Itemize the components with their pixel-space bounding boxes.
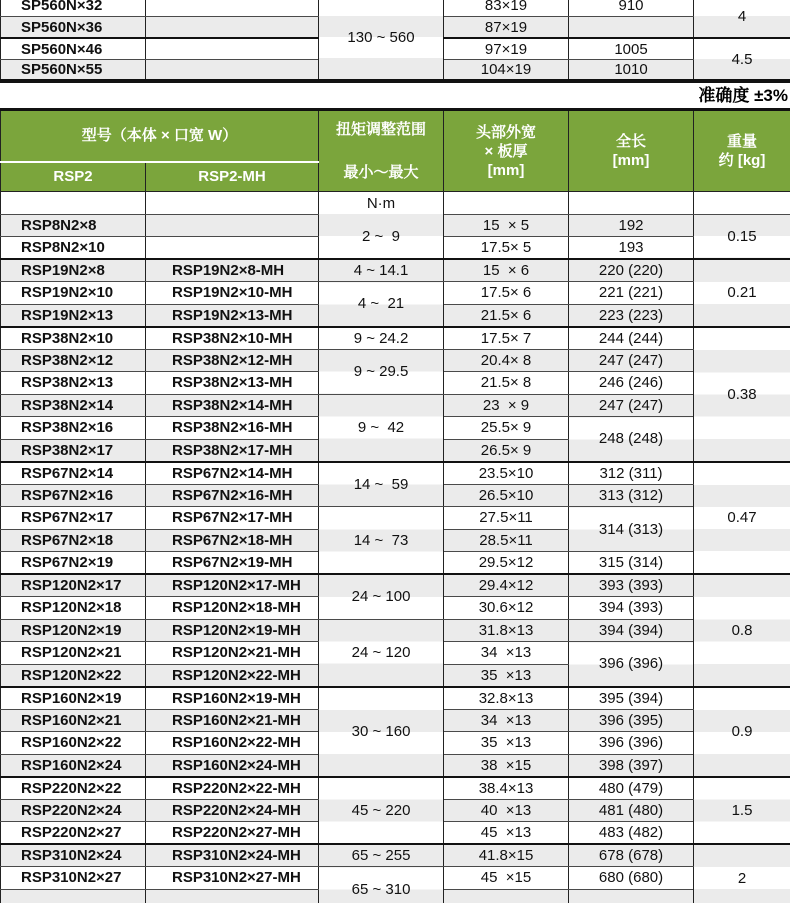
- cell-head-size: 29.5×12: [444, 552, 569, 575]
- cell-overall-length: 394 (393): [569, 597, 694, 620]
- main-table-header: [1, 110, 790, 192]
- table-body: [1, 192, 790, 903]
- cell-model: SP560N×46: [1, 38, 146, 60]
- cell-model: RSP38N2×12: [1, 349, 146, 372]
- cell-head-size: 83×19: [444, 0, 569, 17]
- cell-model-mh: RSP120N2×21-MH: [146, 642, 319, 665]
- cell-model-mh: RSP120N2×17-MH: [146, 574, 319, 597]
- cell-overall-length: 680 (680): [569, 867, 694, 890]
- cell-model-mh: RSP160N2×22-MH: [146, 732, 319, 755]
- cell-model-mh: RSP160N2×21-MH: [146, 709, 319, 732]
- cell-head-size: 23.5×10: [444, 462, 569, 485]
- cell-model: RSP38N2×16: [1, 417, 146, 440]
- cell-overall-length: 192: [569, 214, 694, 237]
- cell-model: RSP67N2×14: [1, 462, 146, 485]
- cell-model: RSP220N2×27: [1, 822, 146, 845]
- cell-head-size: 104×19: [444, 60, 569, 82]
- cell-model-mh: RSP310N2×24-MH: [146, 844, 319, 867]
- cell-model-mh: [146, 237, 319, 260]
- cell-head-size: 31.8×13: [444, 619, 569, 642]
- cell-model: RSP220N2×24: [1, 799, 146, 822]
- spec-row: [1, 507, 790, 530]
- cell-model: RSP310N2×27: [1, 867, 146, 890]
- cell-overall-length: 396 (396): [569, 732, 694, 755]
- cell-head-size: 15 × 5: [444, 214, 569, 237]
- cell-model-mh: RSP19N2×8-MH: [146, 259, 319, 282]
- cell-overall-length: 910: [569, 0, 694, 17]
- cell-overall-length: 394 (394): [569, 619, 694, 642]
- header-torque-line1: 扭矩调整范围: [336, 121, 427, 138]
- cell-model-mh: RSP120N2×19-MH: [146, 619, 319, 642]
- cell-model: SP560N×36: [1, 17, 146, 39]
- cell-torque-range: 65 ~ 310: [319, 867, 444, 903]
- cell-head-size: 41.8×15: [444, 844, 569, 867]
- cell-model-mh: RSP220N2×22-MH: [146, 777, 319, 800]
- header-overall-length: [569, 110, 694, 192]
- cell-model: RSP19N2×8: [1, 259, 146, 282]
- cell-model-mh: RSP38N2×13-MH: [146, 372, 319, 395]
- cell-torque-range: 4 ~ 21: [319, 282, 444, 327]
- cell-overall-length: 483 (482): [569, 822, 694, 845]
- cell-overall-length: 248 (248): [569, 417, 694, 462]
- spec-row: [1, 282, 790, 305]
- cell-overall-length: 220 (220): [569, 259, 694, 282]
- cell-head-size: [444, 889, 569, 903]
- cell-head-size: 87×19: [444, 17, 569, 39]
- header-rsp2: RSP2: [1, 162, 146, 192]
- cell-overall-length: 315 (314): [569, 552, 694, 575]
- accuracy-note: 准确度 ±3%: [698, 86, 788, 105]
- cell-head-size: 38 ×15: [444, 754, 569, 777]
- header-weight: [694, 110, 790, 192]
- cell-model-mh: RSP67N2×14-MH: [146, 462, 319, 485]
- cell-head-size: 23 × 9: [444, 394, 569, 417]
- cell-model: RSP160N2×19: [1, 687, 146, 710]
- cell-model: SP560N×32: [1, 0, 146, 17]
- cell-model-mh: RSP38N2×14-MH: [146, 394, 319, 417]
- cell-overall-length: 313 (312): [569, 484, 694, 507]
- spec-row: [1, 327, 790, 350]
- cell-overall-length: 246 (246): [569, 372, 694, 395]
- cell-model: RSP38N2×17: [1, 439, 146, 462]
- cell-model-mh: RSP38N2×17-MH: [146, 439, 319, 462]
- cell-overall-length: [569, 17, 694, 39]
- header-torque-lines: [319, 118, 443, 184]
- cell-head-size: [444, 192, 569, 215]
- header-head-width: [444, 110, 569, 192]
- cell-head-size: 34 ×13: [444, 709, 569, 732]
- cell-model: RSP67N2×17: [1, 507, 146, 530]
- spec-row: [1, 867, 790, 890]
- cell-overall-length: 398 (397): [569, 754, 694, 777]
- cell-model-mh: [146, 214, 319, 237]
- cell-overall-length: 223 (223): [569, 304, 694, 327]
- cell-head-size: 29.4×12: [444, 574, 569, 597]
- cell-overall-length: 481 (480): [569, 799, 694, 822]
- top-table-wrap: [0, 0, 790, 83]
- cell-overall-length: 1005: [569, 38, 694, 60]
- cell-overall-length: 1010: [569, 60, 694, 82]
- cell-model: RSP38N2×10: [1, 327, 146, 350]
- cell-overall-length: 312 (311): [569, 462, 694, 485]
- cell-overall-length: 247 (247): [569, 394, 694, 417]
- cell-torque-range: 130 ~ 560: [319, 0, 444, 81]
- spec-row: [1, 394, 790, 417]
- cell-torque-range: 14 ~ 73: [319, 507, 444, 575]
- cell-overall-length: [569, 889, 694, 903]
- cell-head-size: 15 × 6: [444, 259, 569, 282]
- spec-row: [1, 0, 790, 17]
- cell-torque-range: 4 ~ 14.1: [319, 259, 444, 282]
- cell-torque-range: 9 ~ 42: [319, 394, 444, 462]
- cell-head-size: 97×19: [444, 38, 569, 60]
- cell-head-size: 30.6×12: [444, 597, 569, 620]
- cell-torque-range: 14 ~ 59: [319, 462, 444, 507]
- cell-model-mh: [146, 38, 319, 60]
- cell-model-mh: RSP160N2×24-MH: [146, 754, 319, 777]
- header-row-group: [1, 110, 790, 162]
- cell-weight: 0.47: [694, 462, 790, 575]
- spec-row: [1, 777, 790, 800]
- cell-model-mh: RSP220N2×24-MH: [146, 799, 319, 822]
- cell-overall-length: 396 (395): [569, 709, 694, 732]
- cell-head-size: 45 ×13: [444, 822, 569, 845]
- cell-model: RSP120N2×17: [1, 574, 146, 597]
- cell-head-size: 38.4×13: [444, 777, 569, 800]
- cell-model-mh: [146, 17, 319, 39]
- cell-overall-length: 314 (313): [569, 507, 694, 552]
- cell-torque-range: 65 ~ 255: [319, 844, 444, 867]
- cell-model: RSP160N2×24: [1, 754, 146, 777]
- cell-overall-length: 193: [569, 237, 694, 260]
- cell-weight: 0.15: [694, 214, 790, 259]
- cell-model-mh: [146, 192, 319, 215]
- cell-head-size: 17.5× 6: [444, 282, 569, 305]
- cell-head-size: 26.5×10: [444, 484, 569, 507]
- spec-row: [1, 259, 790, 282]
- top-spec-table: [0, 0, 790, 83]
- header-weight-line2: 约 [kg]: [718, 152, 766, 169]
- cell-model: RSP67N2×18: [1, 529, 146, 552]
- spec-row: [1, 619, 790, 642]
- header-head-line1: 头部外宽: [476, 123, 537, 141]
- cell-model: SP560N×55: [1, 60, 146, 82]
- cell-weight: [694, 192, 790, 215]
- cell-head-size: 17.5× 5: [444, 237, 569, 260]
- cell-weight: 0.9: [694, 687, 790, 777]
- cell-head-size: 45 ×15: [444, 867, 569, 890]
- cell-model-mh: [146, 0, 319, 17]
- cell-torque-range: 2 ~ 9: [319, 214, 444, 259]
- cell-head-size: 32.8×13: [444, 687, 569, 710]
- cell-model-mh: RSP19N2×13-MH: [146, 304, 319, 327]
- cell-model: RSP120N2×19: [1, 619, 146, 642]
- cell-torque-range: 24 ~ 120: [319, 619, 444, 687]
- cell-model: RSP8N2×10: [1, 237, 146, 260]
- cell-model: RSP120N2×18: [1, 597, 146, 620]
- cell-overall-length: 396 (396): [569, 642, 694, 687]
- header-model-group: [1, 110, 319, 162]
- cell-model-mh: RSP310N2×27-MH: [146, 867, 319, 890]
- header-weight-line1: 重量: [727, 133, 758, 150]
- cell-weight: 0.38: [694, 327, 790, 462]
- cell-model: RSP310N2×24: [1, 844, 146, 867]
- cell-head-size: 17.5× 7: [444, 327, 569, 350]
- cell-torque-range: 24 ~ 100: [319, 574, 444, 619]
- cell-torque-range: 30 ~ 160: [319, 687, 444, 777]
- cell-model-mh: [146, 60, 319, 82]
- header-model-group-label: 型号（本体 × 口宽 W）: [81, 127, 238, 145]
- cell-model-mh: RSP67N2×18-MH: [146, 529, 319, 552]
- cell-model-mh: RSP38N2×16-MH: [146, 417, 319, 440]
- cell-torque-range: 45 ~ 220: [319, 777, 444, 845]
- cell-overall-length: 247 (247): [569, 349, 694, 372]
- spec-row: [1, 687, 790, 710]
- header-torque-range: [319, 110, 444, 192]
- cell-model: RSP38N2×13: [1, 372, 146, 395]
- cell-head-size: 34 ×13: [444, 642, 569, 665]
- cell-model: RSP160N2×21: [1, 709, 146, 732]
- cell-model: [1, 192, 146, 215]
- cell-weight: 1.5: [694, 777, 790, 845]
- cell-overall-length: 244 (244): [569, 327, 694, 350]
- cell-weight: 0.8: [694, 574, 790, 687]
- cell-model: RSP160N2×22: [1, 732, 146, 755]
- cell-overall-length: [569, 192, 694, 215]
- cell-head-size: 21.5× 6: [444, 304, 569, 327]
- header-length-line2: [mm]: [612, 152, 650, 169]
- cell-head-size: 28.5×11: [444, 529, 569, 552]
- cell-model-mh: RSP160N2×19-MH: [146, 687, 319, 710]
- cell-model: RSP67N2×19: [1, 552, 146, 575]
- cell-model: RSP38N2×14: [1, 394, 146, 417]
- spec-row: [1, 214, 790, 237]
- cell-model-mh: RSP38N2×10-MH: [146, 327, 319, 350]
- cell-model-mh: RSP19N2×10-MH: [146, 282, 319, 305]
- main-spec-table: [0, 108, 790, 903]
- cell-model-mh: [146, 889, 319, 903]
- spec-row: [1, 462, 790, 485]
- cell-head-size: 35 ×13: [444, 664, 569, 687]
- cell-overall-length: 393 (393): [569, 574, 694, 597]
- cell-head-size: 20.4× 8: [444, 349, 569, 372]
- header-rsp2-mh: RSP2-MH: [146, 162, 319, 192]
- cell-torque-range: 9 ~ 29.5: [319, 349, 444, 394]
- cell-model-mh: RSP38N2×12-MH: [146, 349, 319, 372]
- cell-weight: 2: [694, 844, 790, 903]
- spec-row: [1, 192, 790, 215]
- cell-head-size: 26.5× 9: [444, 439, 569, 462]
- header-head-line2: × 板厚: [484, 142, 528, 160]
- cell-model: RSP19N2×13: [1, 304, 146, 327]
- cell-overall-length: 221 (221): [569, 282, 694, 305]
- cell-model-mh: RSP67N2×16-MH: [146, 484, 319, 507]
- cell-model: RSP220N2×22: [1, 777, 146, 800]
- cell-weight: 4.5: [694, 38, 790, 81]
- header-head-line3: [mm]: [487, 161, 525, 179]
- cell-model: RSP8N2×8: [1, 214, 146, 237]
- spec-row: [1, 349, 790, 372]
- cell-model-mh: RSP67N2×17-MH: [146, 507, 319, 530]
- cell-head-size: 27.5×11: [444, 507, 569, 530]
- header-torque-line2: 最小～最大: [343, 164, 419, 181]
- cell-torque-range: 9 ~ 24.2: [319, 327, 444, 350]
- cell-head-size: 25.5× 9: [444, 417, 569, 440]
- cell-torque-range: N·m: [319, 192, 444, 215]
- cell-head-size: 21.5× 8: [444, 372, 569, 395]
- cell-head-size: 40 ×13: [444, 799, 569, 822]
- cell-model: RSP67N2×16: [1, 484, 146, 507]
- cell-model-mh: RSP220N2×27-MH: [146, 822, 319, 845]
- cell-model-mh: RSP120N2×22-MH: [146, 664, 319, 687]
- cell-weight: 4: [694, 0, 790, 38]
- cell-model-mh: RSP120N2×18-MH: [146, 597, 319, 620]
- cell-model: RSP120N2×21: [1, 642, 146, 665]
- cell-model-mh: RSP67N2×19-MH: [146, 552, 319, 575]
- cell-model: RSP120N2×22: [1, 664, 146, 687]
- spec-row: [1, 574, 790, 597]
- cell-overall-length: 678 (678): [569, 844, 694, 867]
- cell-overall-length: 395 (394): [569, 687, 694, 710]
- header-length-line1: 全长: [616, 133, 647, 150]
- cell-weight: 0.21: [694, 259, 790, 327]
- cell-overall-length: 480 (479): [569, 777, 694, 800]
- cell-model: RSP19N2×10: [1, 282, 146, 305]
- spec-row: [1, 844, 790, 867]
- cell-model: [1, 889, 146, 903]
- table-body: [1, 0, 790, 81]
- cell-head-size: 35 ×13: [444, 732, 569, 755]
